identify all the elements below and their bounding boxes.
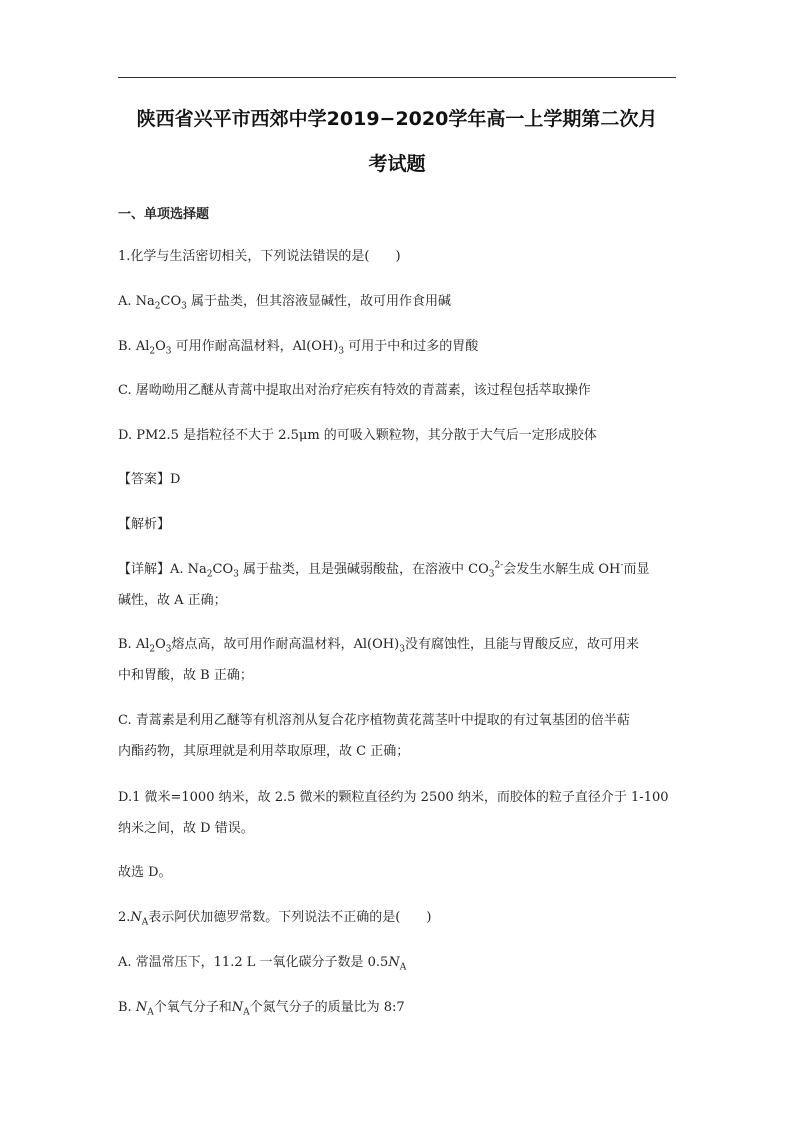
section-heading: 一、单项选择题 [118,207,210,222]
q2-stem: $2.N_A$表示阿伏加德罗常数。下列说法不正确的是( ) [118,910,432,928]
q1-detail-a-cont: 碱性，故 A 正确； [118,593,227,608]
header-rule [118,77,676,78]
q1-detail-d: D.1 微米=1000 纳米，故 2.5 微米的颗粒直径约为 2500 纳米，而胶体的粒子直径介于 1-100 [118,790,669,805]
q2-option-a: A. 常温常压下，11.2 L 一氧化碳分子数是 $0.5N_A$ [118,955,407,973]
q1-detail-d-cont: 纳米之间，故 D 错误。 [118,821,254,836]
q1-detail-c: C. 青蒿素是利用乙醚等有机溶剂从复合花序植物黄花蒿茎叶中提取的有过氧基团的倍半萜 [118,713,630,728]
q1-detail-b-cont: 中和胃酸，故 B 正确； [118,668,253,683]
q1-analysis-label: 【解析】 [118,517,171,532]
title-line-2: 考试题 [368,153,426,175]
q1-stem: 1.化学与生活密切相关，下列说法错误的是( ) [118,249,401,264]
q1-option-d: D. PM2.5 是指粒径不大于 2.5μm 的可吸入颗粒物，其分散于大气后一定形成胶体 [118,428,597,443]
q2-option-b: B. $N_A$个氧气分子和$N_A$个氮气分子的质量比为 8:7 [118,1000,405,1018]
title-line-1: 陕西省兴平市西郊中学2019−2020学年高一上学期第二次月 [136,108,658,130]
q1-answer: 【答案】D [118,472,181,487]
q1-detail-a: 【详解】A. $Na_2CO_3$ 属于盐类，且是强碱弱酸盐，在溶液中 $CO_3^{2-}$会发生水解生成 OH-而显 [118,560,650,580]
q1-option-b: B. $Al_2O_3$ 可用作耐高温材料，$Al(OH)_3$ 可用于中和过多的胃酸 [118,339,479,357]
q1-option-a: A. $Na_2CO_3$ 属于盐类，但其溶液显碱性，故可用作食用碱 [118,294,451,312]
q1-conclusion: 故选 D。 [118,865,172,880]
q1-detail-b: B. $Al_2O_3$熔点高，故可用作耐高温材料，$Al(OH)_3$没有腐蚀性，且能与胃酸反应，故可用来 [118,637,639,655]
q1-option-c: C. 屠呦呦用乙醚从青蒿中提取出对治疗疟疾有特效的青蒿素，该过程包括萃取操作 [118,383,591,398]
q1-detail-c-cont: 内酯药物，其原理就是利用萃取原理，故 C 正确； [118,744,410,759]
